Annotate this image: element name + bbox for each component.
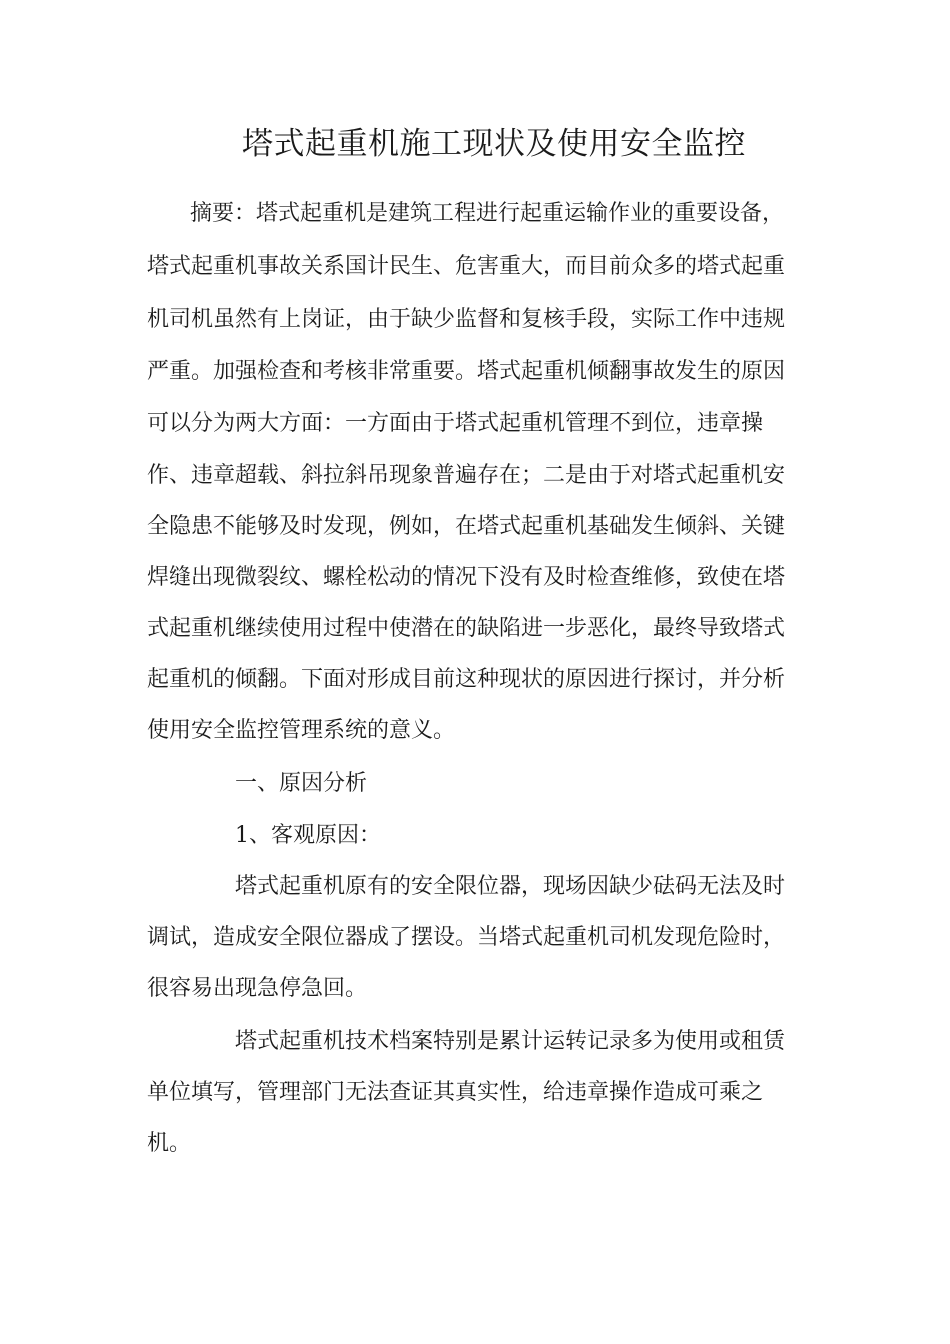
document-title: 塔式起重机施工现状及使用安全监控 [242,126,746,162]
abstract-line: 严重。加强检查和考核非常重要。塔式起重机倾翻事故发生的原因 [147,359,786,384]
abstract-line: 全隐患不能够及时发现，例如，在塔式起重机基础发生倾斜、关键 [147,514,786,539]
paragraph-line: 调试，造成安全限位器成了摆设。当塔式起重机司机发现危险时， [147,925,786,950]
abstract-line: 使用安全监控管理系统的意义。 [147,718,456,743]
abstract-line: 作、违章超载、斜拉斜吊现象普遍存在；二是由于对塔式起重机安 [147,463,786,488]
paragraph-line: 塔式起重机原有的安全限位器，现场因缺少砝码无法及时 [235,874,786,899]
paragraph-line: 很容易出现急停急回。 [147,976,368,1001]
abstract-line: 摘要：塔式起重机是建筑工程进行起重运输作业的重要设备， [190,201,785,226]
paragraph-line: 塔式起重机技术档案特别是累计运转记录多为使用或租赁 [235,1029,786,1054]
abstract-line: 式起重机继续使用过程中使潜在的缺陷进一步恶化，最终导致塔式 [147,616,786,641]
paragraph-line: 机。 [147,1131,192,1156]
subsection-heading: 1、客观原因： [235,823,381,848]
section-heading: 一、原因分析 [235,771,368,796]
abstract-line: 可以分为两大方面：一方面由于塔式起重机管理不到位，违章操 [147,411,764,436]
abstract-line: 起重机的倾翻。下面对形成目前这种现状的原因进行探讨，并分析 [147,667,786,692]
abstract-line: 机司机虽然有上岗证，由于缺少监督和复核手段，实际工作中违规 [147,307,786,332]
abstract-line: 焊缝出现微裂纹、螺栓松动的情况下没有及时检查维修，致使在塔 [147,565,786,590]
abstract-line: 塔式起重机事故关系国计民生、危害重大，而目前众多的塔式起重 [147,254,786,279]
paragraph-line: 单位填写，管理部门无法查证其真实性，给违章操作造成可乘之 [147,1080,764,1105]
